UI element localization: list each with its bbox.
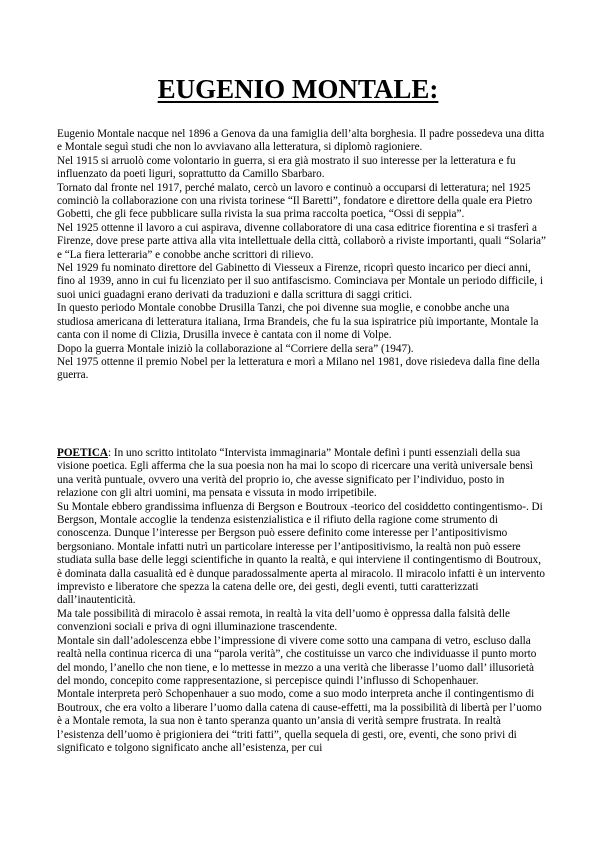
document-title: EUGENIO MONTALE: xyxy=(157,74,439,104)
bio-paragraph: Tornato dal fronte nel 1917, perché malato, cercò un lavoro e continuò a occuparsi di letteratura; nel 1925 cominciò la collaborazione con una rivista torinese “Il Baretti”, fondatore e direttore della quale era Pietro Gobetti, che gli fece pubblicare sulla rivista la sua prima raccolta poetica, “Ossi di seppia”. xyxy=(57,181,533,221)
bio-paragraph: Nel 1915 si arruolò come volontario in guerra, si era già mostrato il suo interesse per la letteratura e fu influenzato da poeti liguri, soprattutto da Camillo Sbarbaro. xyxy=(57,154,516,181)
bio-paragraph: Eugenio Montale nacque nel 1896 a Genova da una famiglia dell’alta borghesia. Il padre possedeva una ditta e Montale seguì studi che non lo avviavano alla letteratura, si diplomò ragioniere. xyxy=(57,128,545,154)
bio-paragraph: In questo periodo Montale conobbe Drusilla Tanzi, che poi divenne sua moglie, e conobbe anche una studiosa americana di letteratura italiana, Irma Brandeis, che fu la sua ispiratrice più importante, Montale la canta con il nome di Clizia, Drusilla invece è cantata con il nome di Volpe. xyxy=(57,302,539,342)
poetica-paragraph: Montale interpreta però Schopenhauer a suo modo, come a suo modo interpreta anche il contingentismo di Boutroux, che era volto a liberare l’uomo dalla catena di cause-effetti, ma la possibilità di libertà per l’uomo è a Montale remota, la sua non è tanto speranza quanto un’ansia di verità sempre frustrata. In realtà l’esistenza dell’uomo è prigioniera dei “triti fatti”, quella sequela di gesti, ore, eventi, che sono privi di significato e tolgono significato anche all’esistenza, per cui xyxy=(57,688,542,754)
poetica-intro-text: : In uno scritto intitolato “Intervista immaginaria” Montale definì i punti essenziali della sua visione poetica. Egli afferma che la sua poesia non ha mai lo scopo di ricercare una verità universale bensì una verità puntuale, ovvero una verità del proprio io, che avesse significato per l’individuo, posto in relazione con gli altri uomini, ma pensata e vissuta in modo irripetibile. xyxy=(57,447,534,500)
poetica-intro-paragraph xyxy=(57,447,547,501)
bio-paragraph: Nel 1929 fu nominato direttore del Gabinetto di Viesseux a Firenze, ricoprì questo incarico per dieci anni, fino al 1939, anno in cui fu licenziato per il suo antifascismo. Cominciava per Montale un periodo difficile, i suoi unici guadagni erano derivati da traduzioni e dalla scrittura di saggi critici. xyxy=(57,262,544,301)
poetica-heading: POETICA xyxy=(57,447,108,459)
poetica-paragraph: Ma tale possibilità di miracolo è assai remota, in realtà la vita dell’uomo è oppressa dalla falsità delle convenzioni sociali e priva di ogni illuminazione trascendente. xyxy=(57,607,510,634)
poetica-paragraph: Montale sin dall’adolescenza ebbe l’impressione di vivere come sotto una campana di vetro, escluso dalla realtà nella continua ricerca di una “parola verità”, che costituisse un varco che individuasse il punto morto del mondo, l’anello che non tiene, e lo mettesse in mezzo a una verità che liberasse l’uomo dall’ illusorietà del mondo, concepito come rappresentazione, si percepisce quindi l’influsso di Schopenhauer. xyxy=(57,634,537,687)
poetica-paragraph: Su Montale ebbero grandissima influenza di Bergson e Boutroux -teorico del cosiddetto contingentismo-. Di Bergson, Montale accoglie la tendenza esistenzialistica e il rifiuto della ragione come strumento di conoscenza. Dunque l’interesse per Bergson può essere definito come interesse per l’antipositivismo bergsoniano. Montale infatti nutrì un particolare interesse per l’antipositivismo, la realtà non può essere studiata sulla base delle leggi scientifiche in quanto la realtà, e qui interviene il contingentismo di Boutroux, è dominata dalla casualità ed è dunque paradossalmente aperta al miracolo. Il miracolo infatti è un intervento imprevisto e liberatore che spezza la catena delle ore, dei gesti, degli eventi, tutti caratterizzati dall’inautenticità. xyxy=(57,500,546,607)
bio-paragraph: Nel 1975 ottenne il premio Nobel per la letteratura e morì a Milano nel 1981, dove risiedeva dalla fine della guerra. xyxy=(57,355,540,382)
bio-paragraph: Dopo la guerra Montale iniziò la collaborazione al “Corriere della sera” (1947). xyxy=(57,342,414,355)
poetica-section xyxy=(57,447,547,755)
biography-section xyxy=(57,128,547,383)
bio-paragraph: Nel 1925 ottenne il lavoro a cui aspirava, divenne collaboratore di una casa editrice fiorentina e si trasferì a Firenze, dove prese parte attiva alla vita intellettuale della città, collaborò a riviste importanti, quali “Solaria” e “La fiera letteraria” e conobbe anche scrittori di rilievo. xyxy=(57,221,546,261)
